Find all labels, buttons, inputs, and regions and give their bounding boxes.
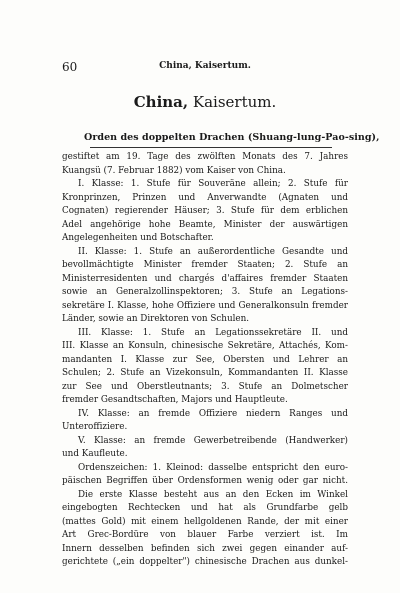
text-line: Länder, sowie an Direktoren von Schulen. bbox=[62, 314, 250, 324]
text-line: Kuangsü (7. Februar 1882) vom Kaiser von China. bbox=[62, 165, 286, 176]
text-line: eingebogten Rechtecken und hat als Grundfarbe gelb bbox=[62, 503, 348, 513]
text-line: gestiftet am 19. Tage des zwölften Monats des 7. Jahres bbox=[62, 152, 348, 162]
text-line: sekretäre I. Klasse, hohe Offiziere und Generalkonsuln fremder bbox=[62, 300, 348, 311]
text-line: Unteroffiziere. bbox=[62, 422, 128, 432]
heading-underline bbox=[90, 147, 332, 148]
class-v-line: V. Klasse: an fremde Gewerbetreibende (Handwerker) bbox=[78, 435, 348, 446]
insignia-line: Ordenszeichen: 1. Kleinod: dasselbe entspricht den euro- bbox=[78, 462, 348, 473]
class-iii-line: III. Klasse: 1. Stufe an Legationssekretäre II. und bbox=[78, 327, 348, 338]
order-heading: Orden des doppelten Drachen (Shuang-lung-Pao-sing), bbox=[84, 132, 380, 143]
text-line: Kronprinzen, Prinzen und Anverwandte (Agnaten und bbox=[62, 192, 348, 203]
text-line: Angelegenheiten und Botschafter. bbox=[62, 233, 214, 243]
text-line: und Kaufleute. bbox=[62, 449, 128, 459]
text-line: sowie an Generalzollinspektoren; 3. Stufe an Legations- bbox=[62, 287, 348, 297]
text-line: Art Grec-Bordüre von blauer Farbe verziert ist. Im bbox=[62, 530, 348, 540]
text-line: fremder Gesandtschaften, Majors und Hauptleute. bbox=[62, 395, 288, 405]
body-text bbox=[62, 151, 348, 570]
text-line: Cognaten) regierender Häuser; 3. Stufe für dem erblichen bbox=[62, 206, 348, 216]
text-line: Die erste Klasse besteht aus an den Ecken im Winkel bbox=[78, 489, 348, 500]
text-line: bevollmächtigte Minister fremder Staaten; 2. Stufe an bbox=[62, 260, 348, 270]
page-number: 60 bbox=[62, 60, 78, 74]
text-line: Innern desselben befinden sich zwei gegen einander auf- bbox=[62, 543, 348, 554]
class-iv-line: IV. Klasse: an fremde Offiziere niedern Ranges und bbox=[78, 408, 348, 419]
class-ii-line: II. Klasse: 1. Stufe an außerordentliche Gesandte und bbox=[78, 246, 348, 257]
text-line: (mattes Gold) mit einem hellgoldenen Rande, der mit einer bbox=[62, 516, 348, 527]
text-line: gerichtete („ein doppelter") chinesische Drachen aus dunkel- bbox=[62, 557, 348, 567]
text-line: Ministerresidenten und chargés d'affaires fremder Staaten bbox=[62, 273, 348, 284]
section-title-rest: Kaisertum. bbox=[192, 93, 277, 111]
section-title bbox=[62, 93, 348, 111]
section-title-country: China, bbox=[133, 93, 189, 111]
page-header bbox=[62, 60, 348, 74]
text-line: Schulen; 2. Stufe an Vizekonsuln, Kommandanten II. Klasse bbox=[62, 368, 348, 378]
text-line: mandanten I. Klasse zur See, Obersten und Lehrer an bbox=[62, 354, 348, 365]
class-i-line: I. Klasse: 1. Stufe für Souveräne allein; 2. Stufe für bbox=[78, 179, 348, 189]
text-line: III. Klasse an Konsuln, chinesische Sekretäre, Attachés, Kom- bbox=[62, 341, 348, 351]
running-title: China, Kaisertum. bbox=[159, 61, 251, 71]
text-line: Adel angehörige hohe Beamte, Minister der auswärtigen bbox=[62, 219, 348, 230]
text-line: zur See und Oberstleutnants; 3. Stufe an Dolmetscher bbox=[62, 381, 348, 392]
text-line: päischen Begriffen über Ordensformen wenig oder gar nicht. bbox=[62, 476, 348, 486]
